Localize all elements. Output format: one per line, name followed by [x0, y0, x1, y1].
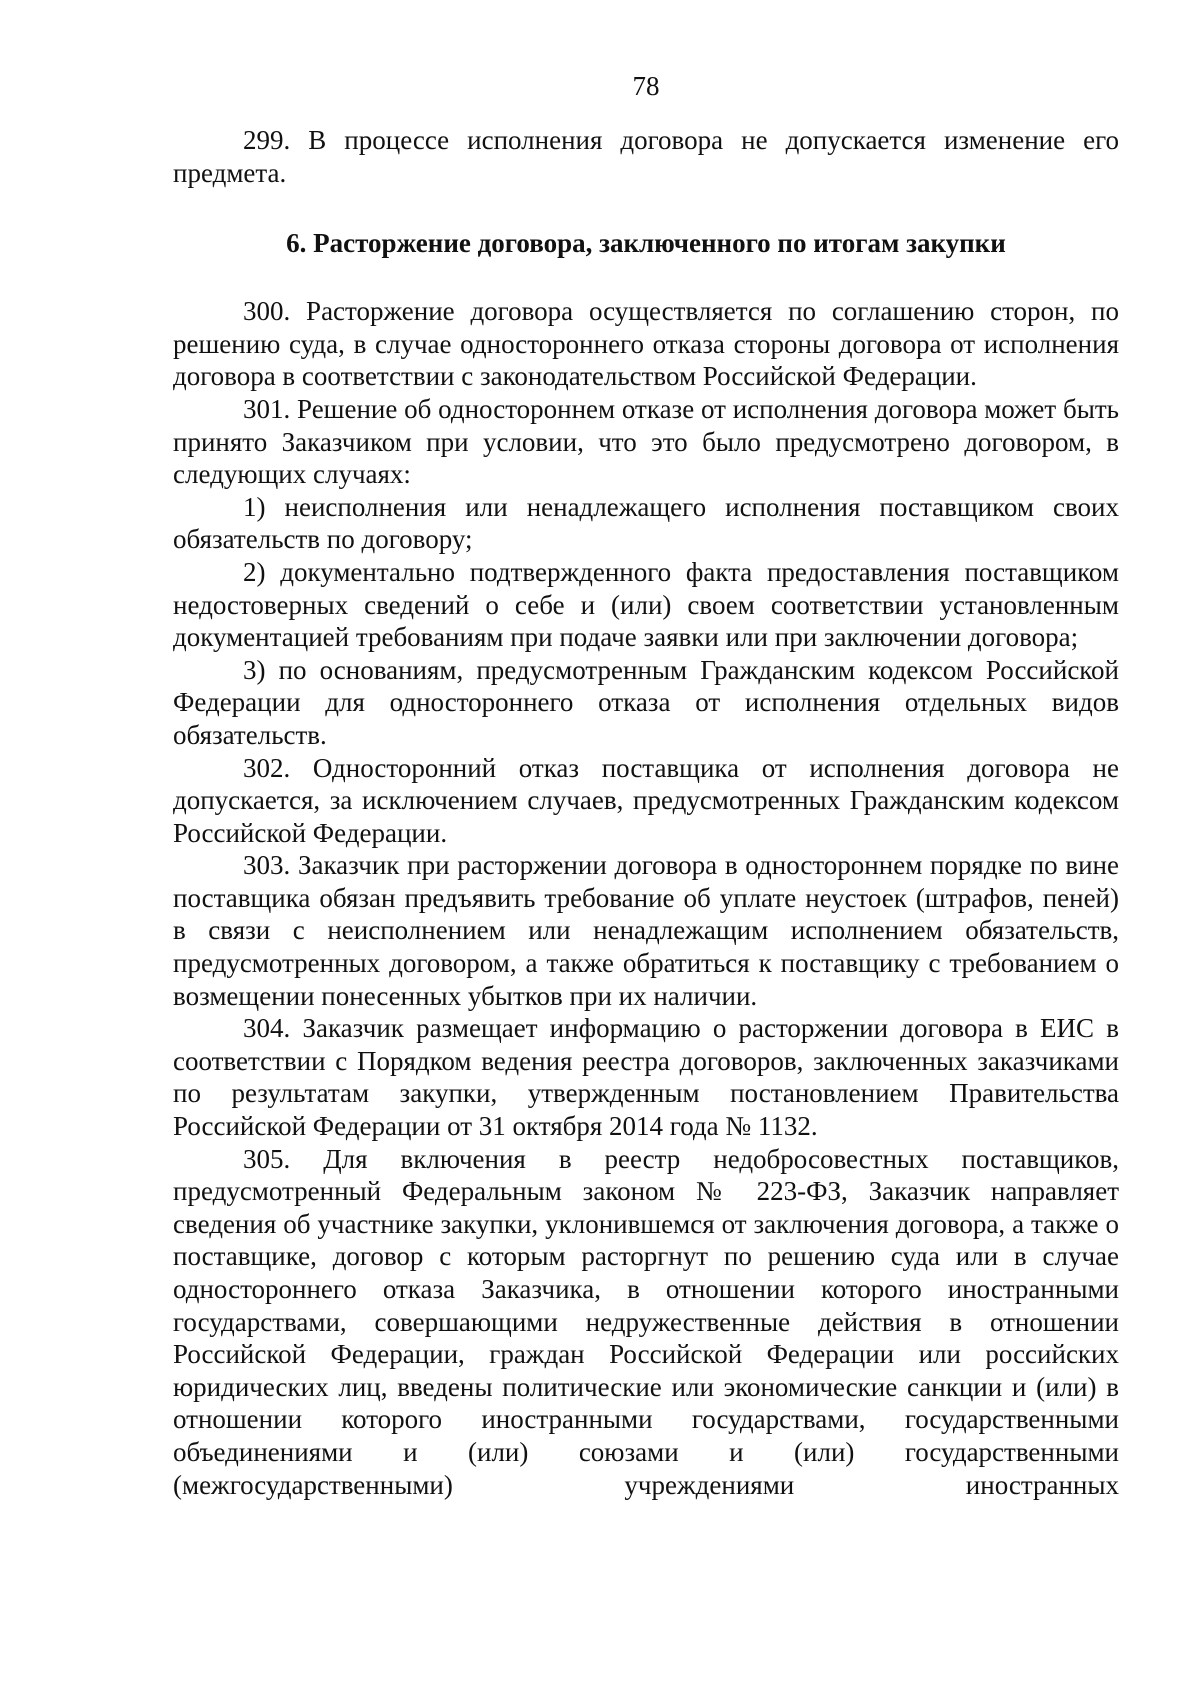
paragraph-304: 304. Заказчик размещает информацию о расторжении договора в ЕИС в соответствии с Порядком ведения реестра договоров, заключенных заказчиками по результатам закупки, утвержденным постановлением Правительства Российской Федерации от 31 октября 2014 года № 1132.	[173, 1013, 1119, 1142]
list-item-2: 2) документально подтвержденного факта предоставления поставщиком недостоверных сведений о себе и (или) своем соответствии установленным документацией требованиям при подаче заявки или при заключении договора;	[173, 556, 1119, 653]
list-item-1: 1) неисполнения или ненадлежащего исполнения поставщиком своих обязательств по договору;	[173, 491, 1119, 555]
paragraph-302: 302. Односторонний отказ поставщика от исполнения договора не допускается, за исключением случаев, предусмотренных Гражданским кодексом Российской Федерации.	[173, 752, 1119, 848]
list-item-3: 3) по основаниям, предусмотренным Гражданским кодексом Российской Федерации для одностороннего отказа от исполнения отдельных видов обязательств.	[173, 654, 1119, 750]
paragraph-300: 300. Расторжение договора осуществляется по соглашению сторон, по решению суда, в случае одностороннего отказа стороны договора от исполнения договора в соответствии с законодательством Российской Федерации.	[173, 296, 1119, 392]
paragraph-305: 305. Для включения в реестр недобросовестных поставщиков, предусмотренный Федеральным законом № 223-ФЗ, Заказчик направляет сведения об участнике закупки, уклонившемся от заключения договора, а также о поставщике, договор с которым расторгнут по решению суда или в случае одностороннего отказа Заказчика, в отношении которого иностранными государствами, совершающими недружественные действия в отношении Российской Федерации, граждан Российской Федерации или российских юридических лиц, введены политические или экономические санкции и (или) в отношении которого иностранными государствами, государственными объединениями и (или) союзами и (или) государственными (межгосударственными) учреждениями иностранных	[173, 1143, 1119, 1500]
paragraph-303: 303. Заказчик при расторжении договора в одностороннем порядке по вине поставщика обязан предъявить требование об уплате неустоек (штрафов, пеней) в связи с неисполнением или ненадлежащим исполнением обязательств, предусмотренных договором, а также обратиться к поставщику с требованием о возмещении понесенных убытков при их наличии.	[173, 850, 1119, 1011]
document-page	[173, 70, 1119, 1501]
page-number: 78	[632, 71, 660, 101]
paragraph-299: 299. В процессе исполнения договора не допускается изменение его предмета.	[173, 125, 1119, 188]
paragraph-301: 301. Решение об одностороннем отказе от исполнения договора может быть принято Заказчиком при условии, что это было предусмотрено договором, в следующих случаях:	[173, 393, 1119, 490]
section-heading: 6. Расторжение договора, заключенного по итогам закупки	[286, 228, 1006, 259]
